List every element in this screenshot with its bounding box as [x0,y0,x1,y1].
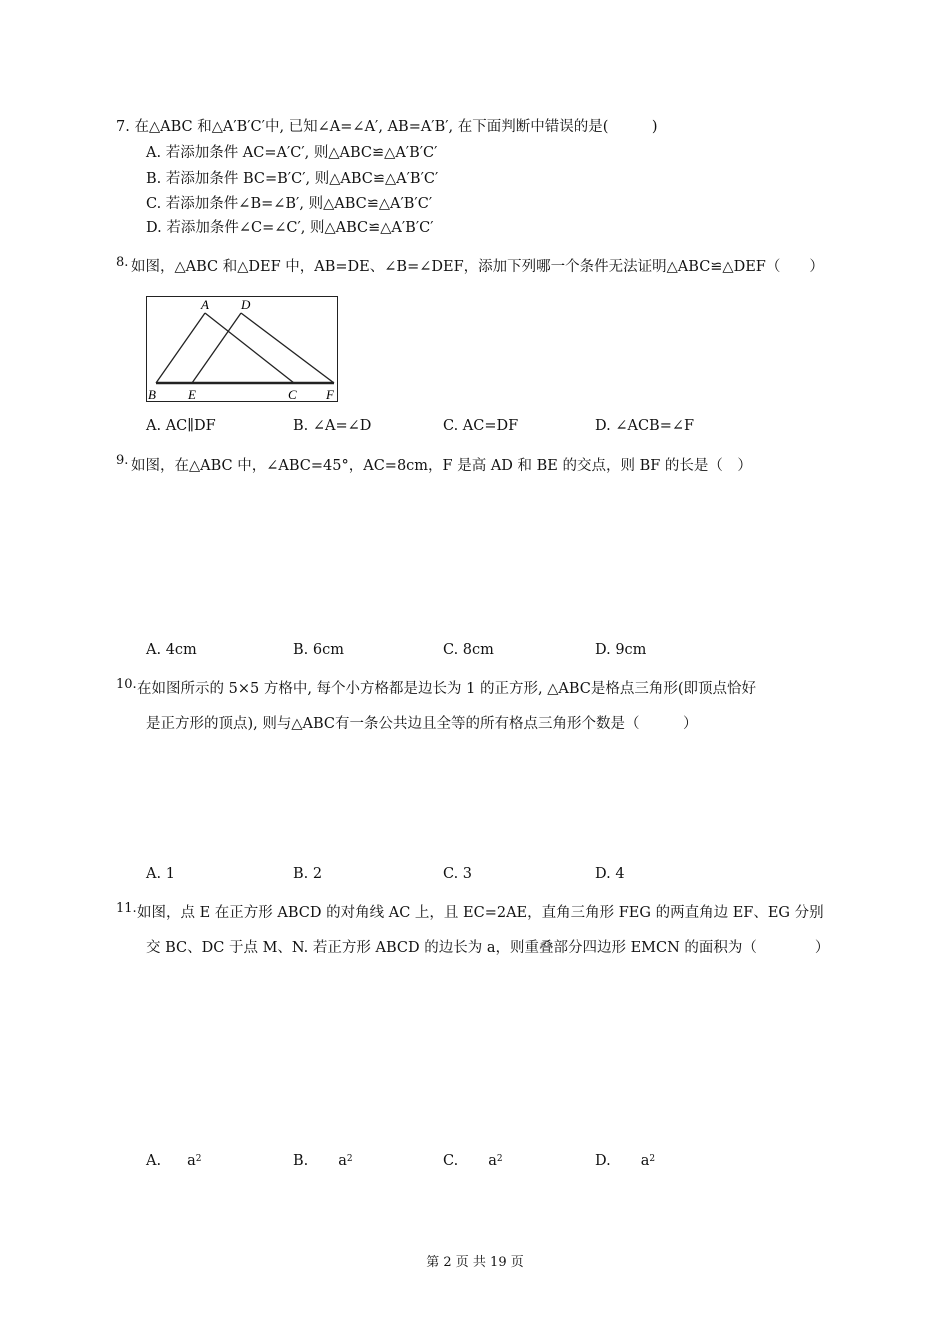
q11-option-b-value: a [338,1153,347,1169]
q11-option-a-value: a [187,1153,196,1169]
q10-stem-line1: 在如图所示的 5×5 方格中, 每个小方格都是边长为 1 的正方形, △ABC是格点三角形(即顶点恰好 [137,681,756,697]
q11-option-a-label: A. [146,1153,162,1169]
label-f: F [326,387,334,402]
q10-number: 10. [116,677,137,692]
q8-option-d: D. ∠ACB=∠F [595,418,695,434]
q8-option-b: B. ∠A=∠D [293,418,372,434]
q10-option-d: D. 4 [595,866,625,882]
q7-option-d: D. 若添加条件∠C=∠C′, 则△ABC≌△A′B′C′ [146,220,434,236]
q7-option-a: A. 若添加条件 AC=A′C′, 则△ABC≌△A′B′C′ [146,145,438,161]
q8-triangle-figure [146,296,338,402]
q11-option-c-label: C. [443,1153,459,1169]
segment-df [241,313,334,383]
q8-option-a: A. AC∥DF [146,418,216,434]
q8-figure-svg [146,296,338,402]
q11-option-d-sup: 2 [649,1154,656,1164]
q11-option-b [293,1152,353,1170]
q7-stem: 7. 在△ABC 和△A′B′C′中, 已知∠A=∠A′, AB=A′B′, 在下面判断中错误的是( ) [116,119,658,135]
segment-ab [156,313,205,383]
segment-de [192,313,241,383]
segment-ac [205,313,294,383]
q10-option-c: C. 3 [443,866,473,882]
q8-stem: 如图，△ABC 和△DEF 中，AB=DE、∠B=∠DEF，添加下列哪一个条件无法证明△ABC≌△DEF（ ） [131,259,824,275]
q11-stem-line1: 如图，点 E 在正方形 ABCD 的对角线 AC 上，且 EC=2AE，直角三角形 FEG 的两直角边 EF、EG 分别 [137,905,824,921]
q11-option-b-label: B. [293,1153,309,1169]
q10-option-b: B. 2 [293,866,323,882]
q11-option-d-value: a [640,1153,650,1169]
q9-option-c: C. 8cm [443,642,494,658]
q11-option-c [443,1152,503,1170]
q11-option-a-sup: 2 [195,1154,202,1164]
q9-option-a: A. 4cm [146,642,197,658]
label-d: D [241,297,251,312]
q11-option-b-sup: 2 [346,1154,353,1164]
q9-option-b: B. 6cm [293,642,344,658]
q11-option-d [595,1152,655,1170]
q7-option-b: B. 若添加条件 BC=B′C′, 则△ABC≌△A′B′C′ [146,171,439,187]
label-e: E [188,387,196,402]
q11-option-d-label: D. [595,1153,611,1169]
q7-option-c: C. 若添加条件∠B=∠B′, 则△ABC≌△A′B′C′ [146,196,433,212]
label-b: B [148,387,156,402]
q9-option-d: D. 9cm [595,642,647,658]
label-a: A [201,297,209,312]
q9-stem: 如图，在△ABC 中，∠ABC=45°，AC=8cm，F 是高 AD 和 BE 的交点，则 BF 的长是（ ） [131,458,752,474]
page-footer: 第 2 页 共 19 页 [426,1255,524,1270]
q8-option-c: C. AC=DF [443,418,519,434]
q11-number: 11. [116,901,137,916]
q11-option-c-value: a [488,1153,497,1169]
q10-option-a: A. 1 [146,866,175,882]
q10-stem-line2: 是正方形的顶点), 则与△ABC有一条公共边且全等的所有格点三角形个数是（ ） [146,716,698,732]
q11-stem-line2: 交 BC、DC 于点 M、N. 若正方形 ABCD 的边长为 a，则重叠部分四边形 EMCN 的面积为（ ） [146,940,830,956]
figure-border [147,297,338,402]
q8-number: 8. [116,255,129,270]
q11-option-c-sup: 2 [496,1154,503,1164]
q9-number: 9. [116,453,129,468]
q11-option-a [146,1152,201,1170]
label-c: C [288,387,297,402]
